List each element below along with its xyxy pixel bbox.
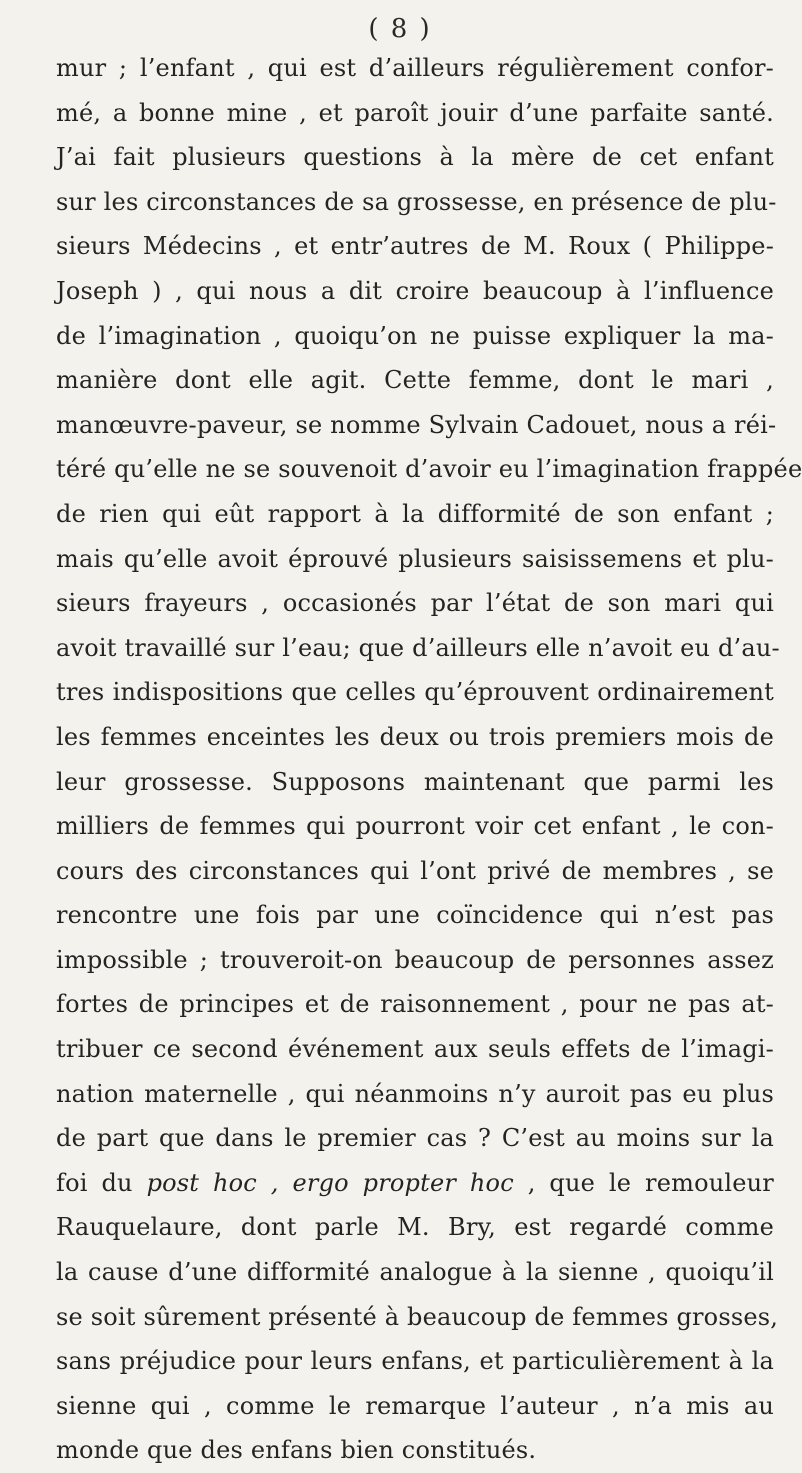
text-line: mur ; l’enfant , qui est d’ailleurs régulièrement confor-	[56, 54, 774, 82]
text-line: se soit sûrement présenté à beaucoup de femmes grosses,	[56, 1302, 779, 1331]
body-text	[56, 46, 802, 1473]
text-line: milliers de femmes qui pourront voir cet enfant , le con-	[56, 812, 774, 841]
text-line: la cause d’une difformité analogue à la sienne , quoiqu’il	[56, 1258, 774, 1287]
text-line-with-latin-phrase	[56, 1161, 774, 1206]
text-line: mais qu’elle avoit éprouvé plusieurs saisissemens et plu-	[56, 544, 774, 573]
text-line: Joseph ) , qui nous a dit croire beaucoup à l’influence	[56, 276, 774, 305]
text-line: monde que des enfans bien constitués.	[56, 1436, 537, 1465]
latin-phrase: post hoc , ergo propter hoc	[146, 1168, 514, 1197]
text-line: leur grossesse. Supposons maintenant que parmi les	[56, 767, 774, 796]
text-line: fortes de principes et de raisonnement , pour ne pas at-	[56, 990, 774, 1019]
text-line: avoit travaillé sur l’eau; que d’ailleurs elle n’avoit eu d’au-	[56, 633, 780, 662]
text-line: sur les circonstances de sa grossesse, en présence de plu-	[56, 187, 777, 216]
text-fragment: foi du	[56, 1168, 147, 1197]
text-line: sieurs Médecins , et entr’autres de M. Roux ( Philippe-	[56, 232, 774, 261]
text-line: mé, a bonne mine , et paroît jouir d’une parfaite santé.	[56, 98, 774, 127]
text-line: manœuvre-paveur, se nomme Sylvain Cadouet, nous a réi-	[56, 410, 777, 439]
text-line: sieurs frayeurs , occasionés par l’état de son mari qui	[56, 589, 774, 618]
text-line: tres indispositions que celles qu’éprouvent ordinairement	[56, 678, 774, 707]
text-line: de part que dans le premier cas ? C’est au moins sur la	[56, 1124, 774, 1153]
text-line: manière dont elle agit. Cette femme, dont le mari ,	[56, 366, 774, 395]
text-line: impossible ; trouveroit-on beaucoup de personnes assez	[56, 945, 774, 974]
text-line: nation maternelle , qui néanmoins n’y auroit pas eu plus	[56, 1079, 774, 1108]
text-line: Rauquelaure, dont parle M. Bry, est regardé comme	[56, 1213, 774, 1242]
text-line: téré qu’elle ne se souvenoit d’avoir eu l’imagination frappée	[56, 455, 802, 484]
text-line: sienne qui , comme le remarque l’auteur , n’a mis au	[56, 1391, 774, 1420]
text-line: J’ai fait plusieurs questions à la mère de cet enfant	[56, 143, 774, 172]
text-line: les femmes enceintes les deux ou trois premiers mois de	[56, 722, 774, 751]
text-line: sans préjudice pour leurs enfans, et particulièrement à la	[56, 1347, 774, 1376]
text-line: tribuer ce second événement aux seuls effets de l’imagi-	[56, 1035, 774, 1064]
text-line: de rien qui eût rapport à la difformité de son enfant ;	[56, 499, 774, 528]
text-fragment: , que le remouleur	[513, 1168, 774, 1197]
text-line: rencontre une fois par une coïncidence qui n’est pas	[56, 901, 774, 930]
text-line: de l’imagination , quoiqu’on ne puisse expliquer la ma-	[56, 321, 774, 350]
text-line: cours des circonstances qui l’ont privé de membres , se	[56, 856, 774, 885]
page-number: ( 8 )	[368, 14, 432, 44]
